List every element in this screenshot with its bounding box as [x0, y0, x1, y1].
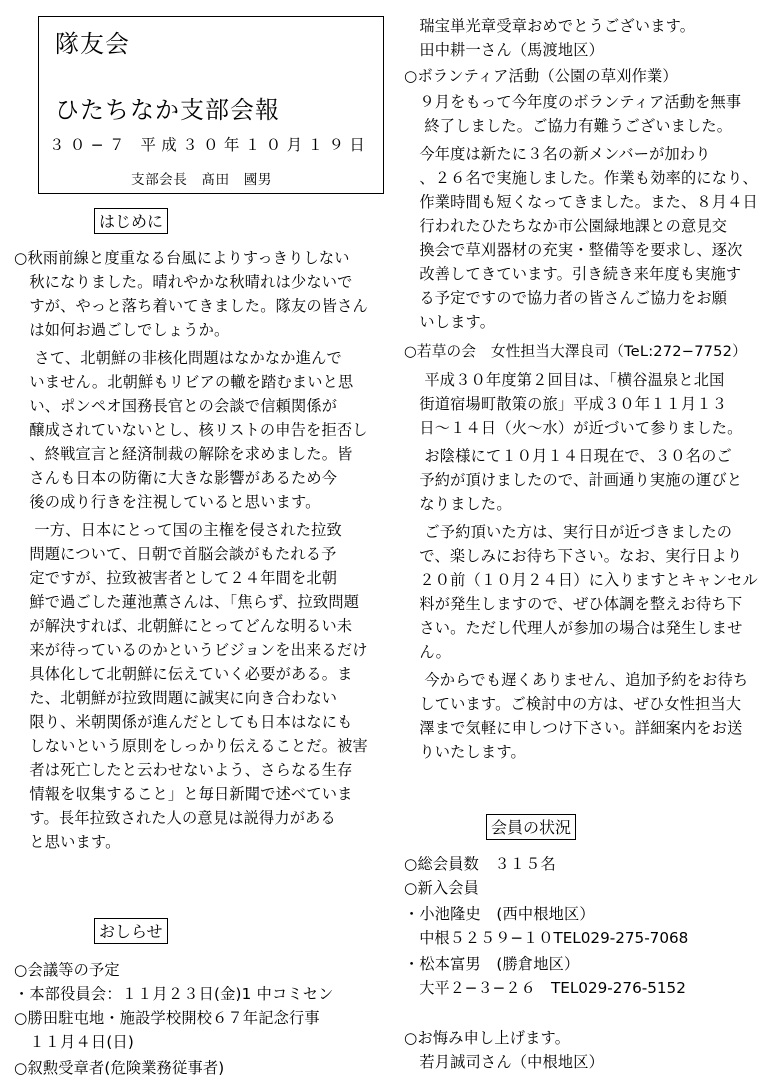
text-line: 具体化して北朝鮮に伝えていく必要がある。ま [14, 665, 353, 683]
text-line: ○総会員数 ３１５名 [404, 855, 556, 873]
text-line: 街道宿場町散策の旅」平成３０年１１月１３ [404, 395, 728, 413]
text-line: いします。 [404, 313, 496, 331]
text-line: 後の成り行きを注視していると思います。 [14, 493, 321, 511]
text-line: 問題について、日朝で首脳会談がもたれる予 [14, 545, 337, 563]
text-line: で、楽しみにお待ち下さい。なお、実行日より [404, 547, 743, 565]
intro-heading: はじめに [94, 208, 168, 234]
text-line: 醸成されていないとし、核リストの申告を拒否し [14, 421, 368, 439]
text-line: ・本部役員会：１１月２３日(金)1 中コミセン [14, 985, 334, 1003]
text-line: ○ボランティア活動（公園の草刈作業） [404, 67, 678, 85]
text-line: ・松本富男 (勝倉地区） [404, 955, 580, 973]
text-line: 作業時間も短くなってきました。また、８月４日 [404, 193, 758, 211]
text-line: 限り、米朝関係が進んだとしても日本はなにも [14, 713, 353, 731]
text-line: 鮮で過ごした蓮池薫さんは、「焦らず、拉致問題 [14, 593, 360, 611]
text-line: 日〜１４日（火〜水）が近づいて参りました。 [404, 419, 743, 437]
text-line: 情報を収集すること」と毎日新聞で述べていま [14, 785, 353, 803]
newsletter-title: ひたちなか支部会報 [55, 96, 280, 124]
text-line: 料が発生しますので、ぜひ体調を整えお待ち下 [404, 595, 743, 613]
text-line: 今からでも遅くありません、追加予約をお待ち [404, 671, 749, 689]
text-line: 、２６名で実施しました。作業も効率的になり、 [404, 169, 758, 187]
text-line: ２０前（１０月２４日）に入りますとキャンセル [404, 571, 758, 589]
text-line: 定ですが、拉致被害者として２４年間を北朝 [14, 569, 338, 587]
text-line: 来が待っているのかというビジョンを出来るだけ [14, 641, 368, 659]
text-line: 平成３０年度第２回目は、「横谷温泉と北国 [404, 371, 725, 389]
text-line: さんも日本の防衛に大きな影響があるため今 [14, 469, 338, 487]
text-line: ・小池隆史 (西中根地区） [404, 905, 595, 923]
text-line: １１月４日(日) [14, 1033, 134, 1051]
text-line: ○叙勲受章者(危険業務従事者) [14, 1059, 225, 1077]
text-line: ○秋雨前線と度重なる台風によりすっきりしない [14, 249, 350, 267]
text-line: 改善してきています。引き続き来年度も実施す [404, 265, 742, 283]
text-line: りいたします。 [404, 743, 526, 761]
text-line: は如何お過ごしでしょうか。 [14, 321, 230, 339]
text-line: ○若草の会 女性担当大澤良司（TeL:272−7752） [404, 343, 747, 360]
text-line: 中根５２５９−１０TEL029-275-7068 [404, 929, 689, 947]
text-line: る予定ですので協力者の皆さんご協力をお願 [404, 289, 728, 307]
text-line: 、終戦宣言と経済制裁の解除を求めました。皆 [14, 445, 353, 463]
text-line: さて、北朝鮮の非核化問題はなかなか進んで [14, 349, 342, 367]
text-line: いません。北朝鮮もリビアの轍を踏むまいと思 [14, 373, 354, 391]
text-line: と思います。 [14, 833, 121, 851]
text-line: ん。 [404, 643, 452, 661]
text-line: ○会議等の予定 [14, 961, 120, 979]
text-line: しないという原則をしっかり伝えることだ。被害 [14, 737, 368, 755]
text-line: なりました。 [404, 495, 512, 513]
text-line: 一方、日本にとって国の主権を侵された拉致 [14, 521, 342, 539]
text-line: 換会で草刈器材の充実・整備等を要求し、逐次 [404, 241, 743, 259]
text-line: 予約が頂けましたので、計画通り実施の運びと [404, 471, 743, 489]
organization-name: 隊友会 [55, 30, 130, 58]
text-line: 澤まで気軽に申しつけ下さい。詳細案内をお送 [404, 719, 743, 737]
text-line: ○勝田駐屯地・施設学校開校６７年記念行事 [14, 1009, 320, 1027]
text-line: 終了しました。ご協力有難うございました。 [404, 117, 733, 135]
text-line: 行われたひたちなか市公園緑地課との意見交 [404, 217, 728, 235]
text-line: 瑞宝単光章受章おめでとうございます。 [404, 17, 696, 35]
members-heading: 会員の状況 [486, 814, 576, 840]
text-line: さい。ただし代理人が参加の場合は発生しませ [404, 619, 743, 637]
masthead-box [38, 16, 384, 194]
author-line: 支部会長 髙田 國男 [131, 172, 272, 188]
text-line: お陰様にて１０月１４日現在で、３０名のご [404, 447, 732, 465]
text-line: た、北朝鮮が拉致問題に誠実に向き合わない [14, 689, 338, 707]
notice-heading: おしらせ [94, 918, 168, 944]
text-line: ご予約頂いた方は、実行日が近づきましたの [404, 523, 733, 541]
text-line: が解決すれば、北朝鮮にとってどんな明るい未 [14, 617, 353, 635]
text-line: 秋になりました。晴れやかな秋晴れは少ないで [14, 273, 353, 291]
text-line: しています。ご検討中の方は、ぜひ女性担当大 [404, 695, 742, 713]
text-line: 若月誠司さん（中根地区） [404, 1053, 605, 1071]
text-line: 田中耕一さん（馬渡地区） [404, 41, 605, 59]
text-line: ○新入会員 [404, 879, 480, 897]
issue-date: ３０−７ 平成３０年１０月１９日 [49, 136, 371, 154]
text-line: ○お悔み申し上げます。 [404, 1029, 571, 1047]
text-line: す。長年拉致された人の意見は説得力がある [14, 809, 336, 827]
text-line: い、ポンペオ国務長官との会談で信頼関係が [14, 397, 338, 415]
text-line: 今年度は新たに３名の新メンバーが加わり [404, 145, 711, 163]
text-line: 大平２−３−２６ TEL029-276-5152 [404, 979, 686, 997]
text-line: すが、やっと落ち着いてきました。隊友の皆さん [14, 297, 368, 315]
text-line: 者は死亡したと云わせないよう、さらなる生存 [14, 761, 353, 779]
text-line: ９月をもって今年度のボランティア活動を無事 [404, 93, 742, 111]
